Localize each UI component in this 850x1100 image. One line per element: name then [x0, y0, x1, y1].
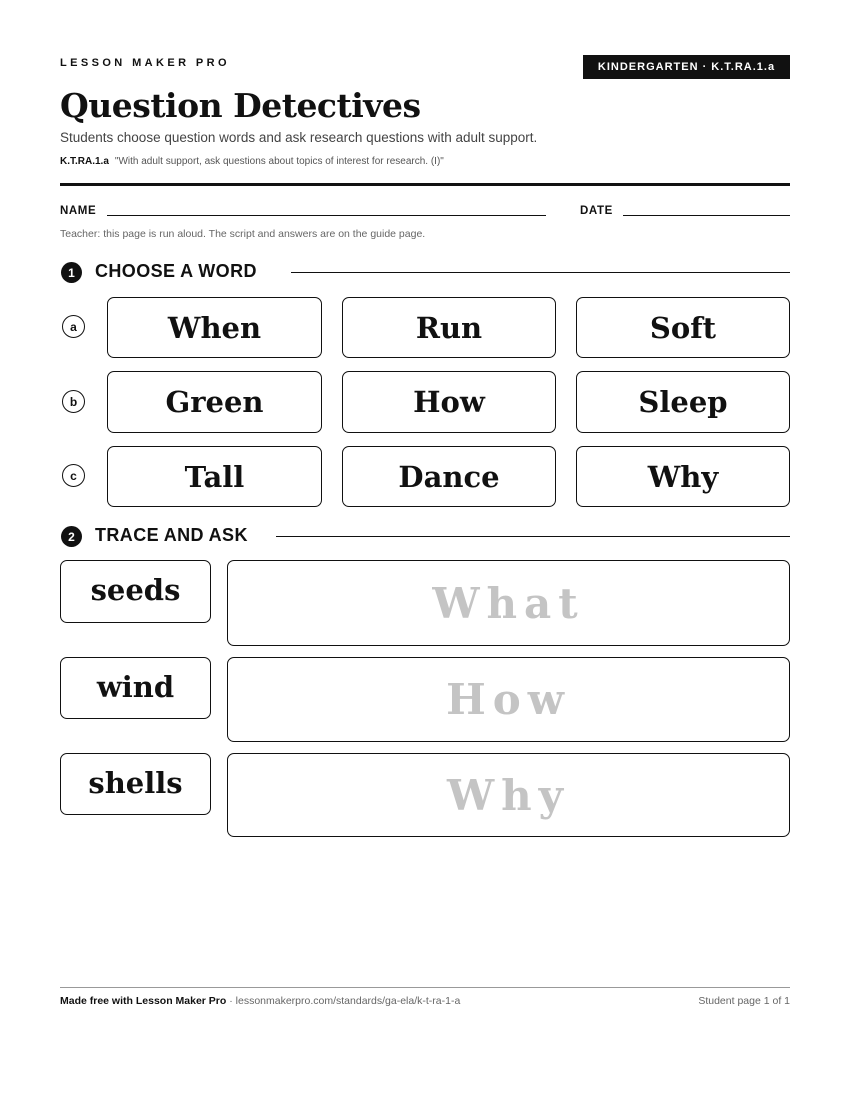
word-card[interactable]: How	[342, 371, 556, 433]
page-subtitle: Students choose question words and ask research questions with adult support.	[60, 130, 538, 145]
section-1-rule	[291, 272, 790, 273]
header-divider	[60, 183, 790, 186]
section-2-number: 2	[61, 526, 82, 547]
footer-page-number: Student page 1 of 1	[698, 995, 790, 1007]
trace-word: How	[446, 675, 571, 724]
footer-divider	[60, 987, 790, 988]
word-card[interactable]: Run	[342, 297, 556, 358]
date-label: DATE	[580, 205, 613, 217]
topic-card: seeds	[60, 560, 211, 623]
word-card[interactable]: Dance	[342, 446, 556, 507]
section-2-title: TRACE AND ASK	[95, 525, 248, 545]
section-2-rule	[276, 536, 790, 537]
name-label: NAME	[60, 205, 97, 217]
word-card[interactable]: Sleep	[576, 371, 790, 433]
grade-standard-badge: KINDERGARTEN · K.T.RA.1.a	[583, 55, 790, 79]
word-card[interactable]: Why	[576, 446, 790, 507]
word-card[interactable]: When	[107, 297, 322, 358]
word-card[interactable]: Soft	[576, 297, 790, 358]
page-title: Question Detectives	[60, 86, 421, 125]
word-card[interactable]: Tall	[107, 446, 322, 507]
word-card[interactable]: Green	[107, 371, 322, 433]
section-1-number: 1	[61, 262, 82, 283]
name-field[interactable]	[107, 215, 546, 216]
footer-url[interactable]: · lessonmakerpro.com/standards/ga-ela/k-t-ra-1-a	[226, 995, 461, 1007]
trace-word: Why	[446, 770, 571, 820]
row-letter-c: c	[62, 464, 85, 487]
date-field[interactable]	[623, 215, 790, 216]
standard-line	[60, 156, 444, 167]
standard-code: K.T.RA.1.a	[60, 156, 109, 167]
footer-made-with: Made free with Lesson Maker Pro	[60, 995, 227, 1007]
row-letter-a: a	[62, 315, 85, 338]
trace-word: What	[432, 578, 585, 628]
topic-card: shells	[60, 753, 211, 815]
trace-writing-box[interactable]	[227, 753, 790, 837]
footer-credit	[60, 995, 460, 1007]
teacher-note: Teacher: this page is run aloud. The script and answers are on the guide page.	[60, 228, 426, 240]
topic-card: wind	[60, 657, 211, 719]
section-1-title: CHOOSE A WORD	[95, 261, 257, 281]
standard-text: "With adult support, ask questions about topics of interest for research. (I)"	[114, 156, 444, 167]
row-letter-b: b	[62, 390, 85, 413]
trace-writing-box[interactable]	[227, 560, 790, 646]
brand-name: LESSON MAKER PRO	[60, 57, 230, 69]
trace-writing-box[interactable]	[227, 657, 790, 742]
